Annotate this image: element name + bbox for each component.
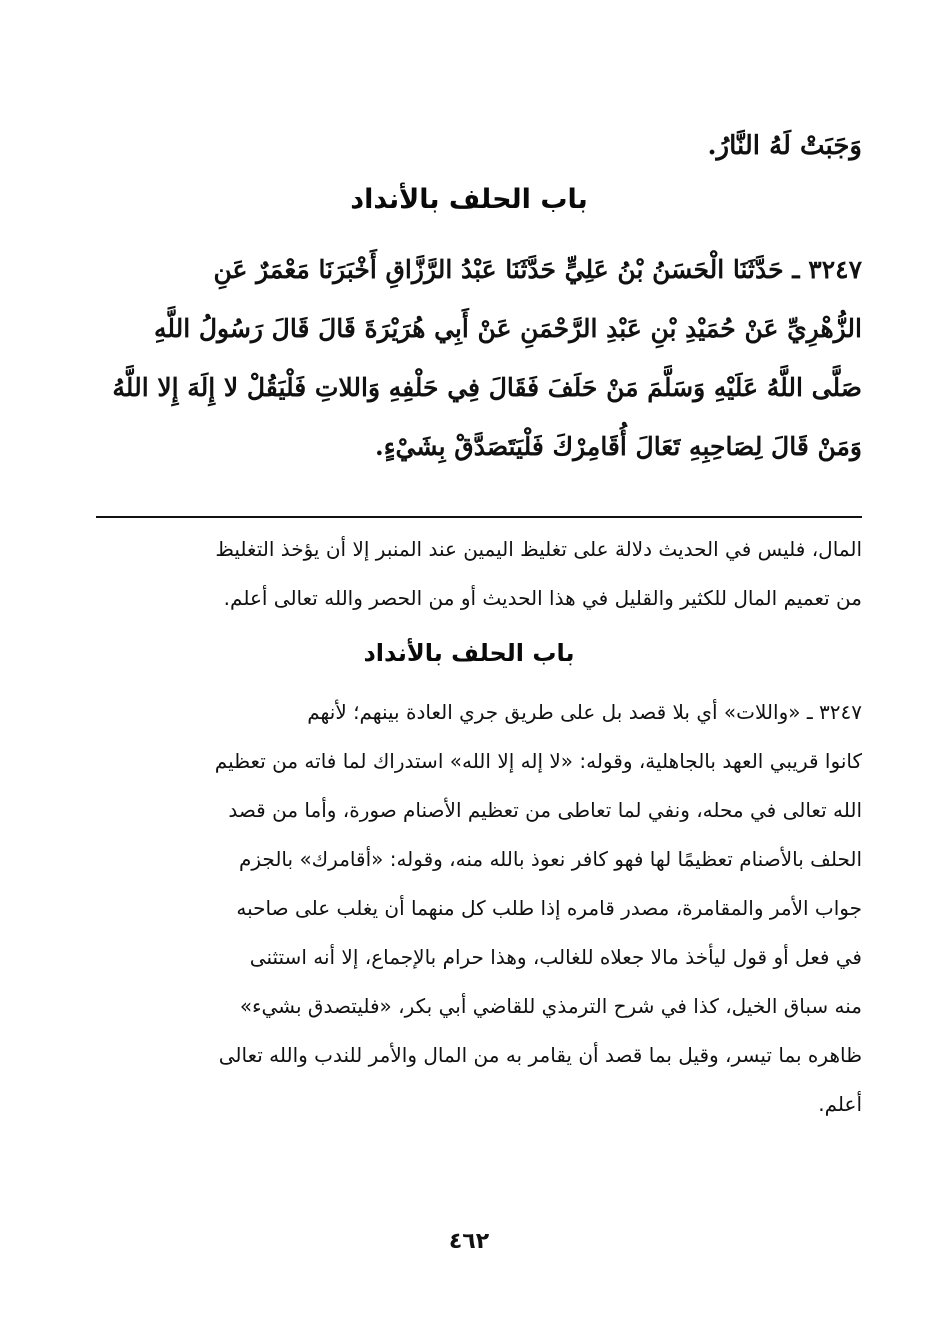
hadith-line: صَلَّى اللَّهُ عَلَيْهِ وَسَلَّمَ مَنْ حَلَفَ فَقَالَ فِي حَلْفِهِ وَاللاتِ فَلْيَقُلْ لا إِلَهَ إِلا اللَّهُ xyxy=(112,373,862,402)
footnote-text xyxy=(96,525,862,623)
hadith-line: وَمَنْ قَالَ لِصَاحِبِهِ تَعَالَ أُقَامِرْكَ فَلْيَتَصَدَّقْ بِشَيْءٍ. xyxy=(375,432,862,461)
hadith-text xyxy=(96,240,862,476)
opening-line: وَجَبَتْ لَهُ النَّارُ. xyxy=(707,131,862,161)
commentary-line: جواب الأمر والمقامرة، مصدر قامره إذا طلب كل منهما أن يغلب على صاحبه xyxy=(236,896,862,920)
footnote-line: المال، فليس في الحديث دلالة على تغليظ اليمين عند المنبر إلا أن يؤخذ التغليظ xyxy=(215,537,862,561)
commentary-line: الله تعالى في محله، ونفي لما تعاطى من تعظيم الأصنام صورة، وأما من قصد xyxy=(228,798,862,822)
commentary-line: أعلم. xyxy=(818,1092,862,1116)
commentary-line: ظاهره بما تيسر، وقيل بما قصد أن يقامر به من المال والأمر للندب والله تعالى xyxy=(218,1043,862,1067)
commentary-line: كانوا قريبي العهد بالجاهلية، وقوله: «لا إله إلا الله» استدراك لما فاته من تعظيم xyxy=(214,749,862,773)
footnote-separator xyxy=(96,516,862,518)
chapter-heading: باب الحلف بالأنداد xyxy=(350,184,588,215)
commentary-line: منه سباق الخيل، كذا في شرح الترمذي للقاضي أبي بكر، «فليتصدق بشيء» xyxy=(239,994,862,1018)
footnote-line: من تعميم المال للكثير والقليل في هذا الحديث أو من الحصر والله تعالى أعلم. xyxy=(223,586,862,610)
hadith-line: ٣٢٤٧ ـ حَدَّثَنَا الْحَسَنُ بْنُ عَلِيٍّ حَدَّثَنَا عَبْدُ الرَّزَّاقِ أَخْبَرَنَا مَعْمَرٌ عَنِ xyxy=(213,255,862,284)
commentary-line: ٣٢٤٧ ـ «واللات» أي بلا قصد بل على طريق جري العادة بينهم؛ لأنهم xyxy=(307,700,862,724)
commentary-text xyxy=(96,688,862,1129)
hadith-line: الزُّهْرِيِّ عَنْ حُمَيْدِ بْنِ عَبْدِ الرَّحْمَنِ عَنْ أَبِي هُرَيْرَةَ قَالَ قَالَ رَسُولُ اللَّهِ xyxy=(153,314,862,343)
commentary-line: في فعل أو قول ليأخذ مالا جعلاه للغالب، وهذا حرام بالإجماع، إلا أنه استثنى xyxy=(249,945,862,969)
commentary-line: الحلف بالأصنام تعظيمًا لها فهو كافر نعوذ بالله منه، وقوله: «أقامرك» بالجزم xyxy=(239,847,862,871)
page-number: ٤٦٢ xyxy=(448,1229,490,1254)
commentary-heading: باب الحلف بالأنداد xyxy=(363,639,575,667)
